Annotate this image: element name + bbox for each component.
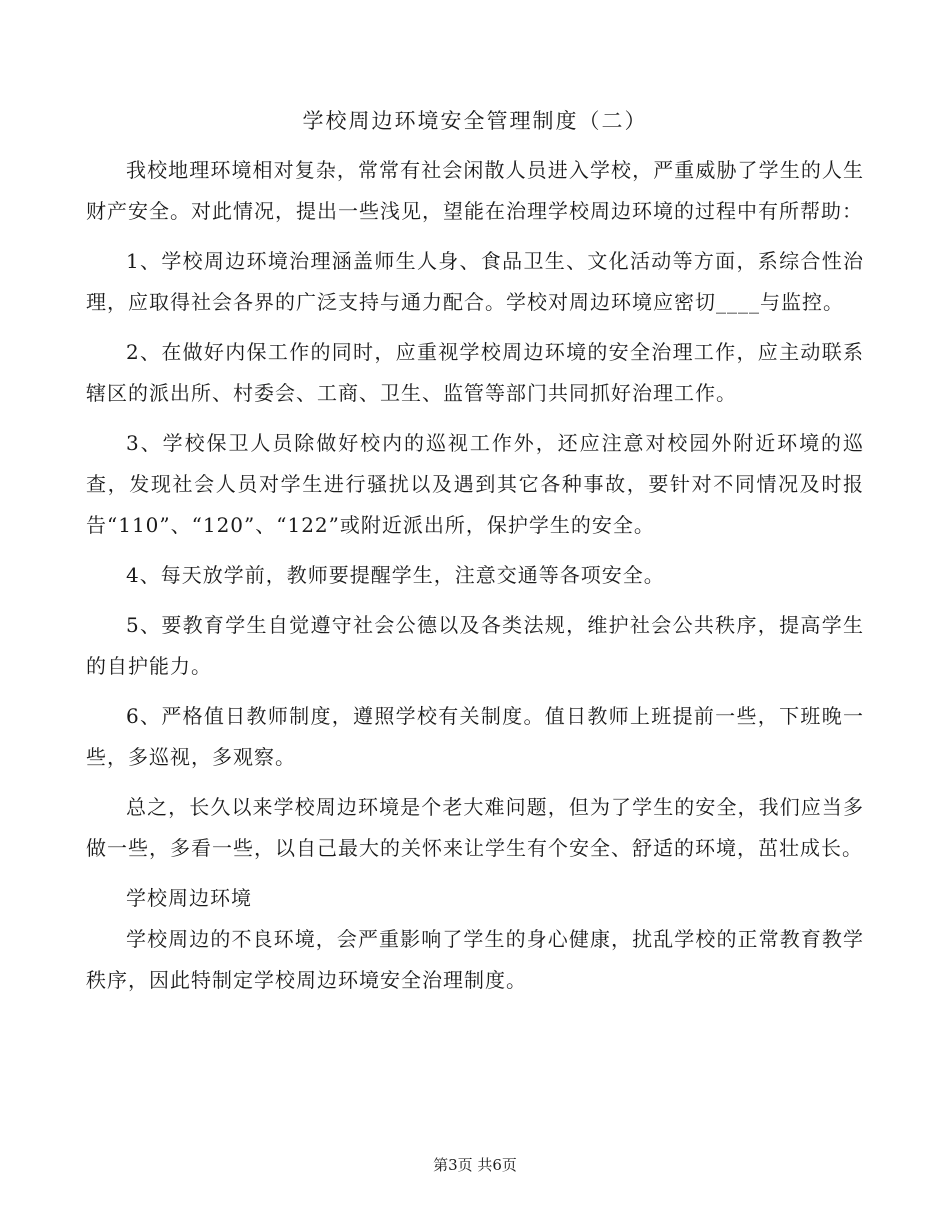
- section-heading: 学校周边环境: [126, 886, 252, 910]
- section-paragraph: 学校周边的不良环境，会严重影响了学生的身心健康，扰乱学校的正常教育教学秩序，因此特制定学校周边环境安全治理制度。: [86, 927, 864, 992]
- list-item-5: 5、要教育学生自觉遵守社会公德以及各类法规，维护社会公共秩序，提高学生的自护能力。: [86, 613, 864, 678]
- list-item-4: 4、每天放学前，教师要提醒学生，注意交通等各项安全。: [126, 563, 665, 587]
- list-item-2: 2、在做好内保工作的同时，应重视学校周边环境的安全治理工作，应主动联系辖区的派出所、村委会、工商、卫生、监管等部门共同抓好治理工作。: [86, 340, 864, 405]
- list-item-1: 1、学校周边环境治理涵盖师生人身、食品卫生、文化活动等方面，系综合性治理，应取得社会各界的广泛支持与通力配合。学校对周边环境应密切____与监控。: [86, 249, 864, 314]
- intro-paragraph: 我校地理环境相对复杂，常常有社会闲散人员进入学校，严重威胁了学生的人生财产安全。对此情况，提出一些浅见，望能在治理学校周边环境的过程中有所帮助：: [86, 158, 864, 223]
- list-item-3: 3、学校保卫人员除做好校内的巡视工作外，还应注意对校园外附近环境的巡查，发现社会人员对学生进行骚扰以及遇到其它各种事故，要针对不同情况及时报告“110”、“120”、“122”或附近派出所，保护学生的安全。: [86, 431, 864, 537]
- list-item-6: 6、严格值日教师制度，遵照学校有关制度。值日教师上班提前一些，下班晚一些，多巡视，多观察。: [86, 704, 864, 769]
- document-body: [86, 150, 864, 1010]
- document-title: 学校周边环境安全管理制度（二）: [302, 109, 648, 133]
- summary-paragraph: 总之，长久以来学校周边环境是个老大难问题，但为了学生的安全，我们应当多做一些，多看一些，以自己最大的关怀来让学生有个安全、舒适的环境，茁壮成长。: [86, 795, 864, 860]
- page-number: 第3页 共6页: [433, 1156, 517, 1174]
